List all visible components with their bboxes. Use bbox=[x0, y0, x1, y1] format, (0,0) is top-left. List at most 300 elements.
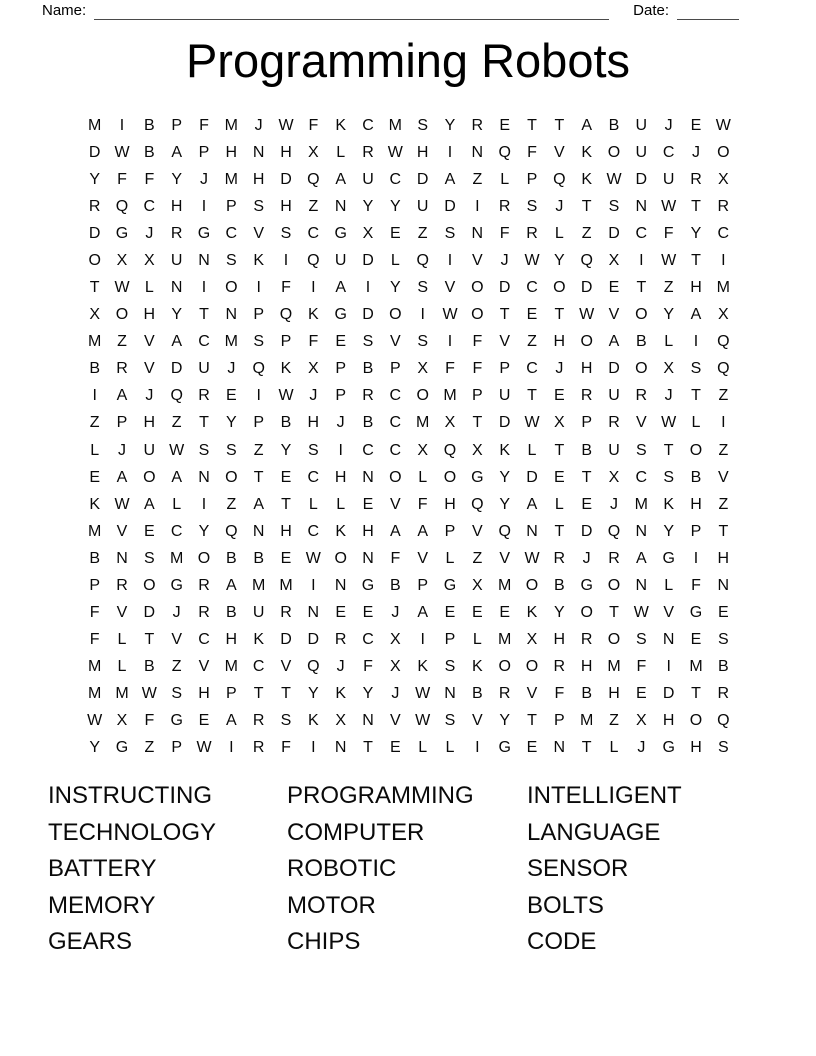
word-list-item: MOTOR bbox=[287, 891, 376, 919]
grid-letter: O bbox=[334, 549, 347, 567]
grid-letter: F bbox=[472, 333, 483, 351]
grid-letter: T bbox=[281, 495, 291, 513]
grid-letter: A bbox=[635, 549, 647, 567]
grid-letter: E bbox=[362, 604, 374, 622]
grid-letter: T bbox=[499, 306, 510, 324]
grid-letter: W bbox=[415, 685, 431, 703]
grid-letter: F bbox=[499, 224, 510, 242]
grid-letter: S bbox=[690, 360, 702, 378]
word-list-item: LANGUAGE bbox=[527, 818, 661, 846]
grid-letter: M bbox=[88, 685, 102, 703]
grid-letter: Q bbox=[717, 333, 730, 351]
grid-letter: Z bbox=[417, 224, 428, 242]
grid-letter: O bbox=[689, 712, 703, 730]
grid-letter: N bbox=[362, 468, 374, 486]
grid-letter: U bbox=[635, 116, 648, 134]
grid-letter: E bbox=[553, 468, 565, 486]
grid-letter: D bbox=[635, 170, 648, 188]
grid-letter: A bbox=[116, 387, 128, 405]
word-list-item: GEARS bbox=[48, 928, 133, 955]
grid-letter: N bbox=[717, 576, 730, 594]
grid-letter: U bbox=[416, 197, 429, 215]
grid-letter: C bbox=[252, 658, 265, 676]
grid-letter: X bbox=[335, 712, 346, 730]
grid-letter: E bbox=[499, 604, 510, 622]
grid-letter: F bbox=[308, 116, 319, 134]
grid-letter: K bbox=[335, 522, 346, 540]
grid-letter: M bbox=[252, 576, 266, 594]
grid-letter: O bbox=[389, 306, 402, 324]
grid-letter: A bbox=[417, 604, 428, 622]
grid-letter: T bbox=[527, 387, 537, 405]
grid-letter: Q bbox=[553, 170, 566, 188]
grid-letter: V bbox=[143, 360, 155, 378]
grid-letter: I bbox=[201, 197, 207, 215]
grid-letter: T bbox=[581, 468, 592, 486]
grid-letter: B bbox=[362, 360, 374, 378]
grid-letter: E bbox=[280, 549, 292, 567]
grid-letter: R bbox=[252, 739, 265, 757]
grid-letter: J bbox=[555, 360, 564, 378]
grid-letter: V bbox=[198, 658, 210, 676]
grid-letter: V bbox=[143, 333, 155, 351]
grid-letter: P bbox=[553, 712, 565, 730]
grid-letter: B bbox=[553, 576, 565, 594]
grid-letter: P bbox=[526, 170, 538, 188]
grid-letter: J bbox=[391, 604, 400, 622]
grid-letter: M bbox=[224, 116, 238, 134]
grid-letter: H bbox=[143, 306, 156, 324]
grid-letter: R bbox=[553, 549, 566, 567]
grid-letter: R bbox=[553, 658, 566, 676]
grid-letter: N bbox=[116, 549, 128, 567]
word-list-item: SENSOR bbox=[527, 855, 629, 882]
grid-letter: X bbox=[307, 143, 319, 161]
grid-letter: Y bbox=[499, 712, 510, 730]
grid-letter: M bbox=[88, 116, 102, 134]
name-label: Name: bbox=[42, 2, 87, 19]
grid-letter: U bbox=[662, 170, 675, 188]
grid-letter: A bbox=[253, 495, 264, 513]
grid-letter: P bbox=[335, 360, 346, 378]
grid-letter: Y bbox=[553, 604, 565, 622]
word-list-item: INSTRUCTING bbox=[48, 782, 212, 809]
grid-letter: X bbox=[362, 224, 374, 242]
grid-letter: E bbox=[526, 739, 538, 757]
grid-letter: I bbox=[311, 279, 316, 297]
grid-letter: J bbox=[391, 685, 400, 703]
grid-letter: I bbox=[475, 739, 480, 757]
grid-letter: L bbox=[664, 576, 674, 594]
grid-letter: M bbox=[634, 495, 648, 513]
grid-letter: B bbox=[362, 414, 374, 432]
grid-letter: L bbox=[554, 224, 564, 242]
grid-letter: L bbox=[117, 658, 127, 676]
grid-letter: C bbox=[225, 224, 238, 242]
grid-letter: Z bbox=[308, 197, 319, 215]
grid-letter: E bbox=[89, 468, 100, 486]
grid-letter: B bbox=[280, 414, 292, 432]
grid-letter: W bbox=[196, 739, 212, 757]
grid-letter: P bbox=[225, 197, 237, 215]
grid-letter: P bbox=[198, 143, 210, 161]
grid-letter: T bbox=[527, 116, 537, 134]
grid-letter: X bbox=[116, 251, 128, 269]
grid-letter: S bbox=[635, 441, 647, 459]
grid-letter: A bbox=[690, 306, 702, 324]
grid-letter: G bbox=[115, 739, 129, 757]
grid-letter: N bbox=[526, 522, 538, 540]
grid-letter: N bbox=[225, 306, 238, 324]
word-list-column bbox=[287, 778, 527, 961]
grid-letter: I bbox=[119, 116, 125, 134]
grid-letter: Z bbox=[527, 333, 537, 351]
grid-letter: S bbox=[444, 712, 456, 730]
grid-letter: K bbox=[307, 306, 319, 324]
grid-letter: F bbox=[554, 685, 565, 703]
grid-letter: O bbox=[225, 279, 238, 297]
grid-letter: H bbox=[690, 495, 702, 513]
grid-letter: I bbox=[201, 495, 207, 513]
grid-letter: C bbox=[526, 279, 538, 297]
grid-letter: J bbox=[336, 658, 345, 676]
grid-letter: Z bbox=[718, 441, 729, 459]
grid-letter: Q bbox=[307, 251, 320, 269]
grid-letter: F bbox=[363, 658, 373, 676]
grid-letter: O bbox=[389, 468, 402, 486]
grid-letter: Y bbox=[362, 197, 374, 215]
grid-letter: C bbox=[526, 360, 538, 378]
grid-letter: N bbox=[334, 197, 347, 215]
grid-letter: V bbox=[171, 631, 182, 649]
grid-letter: N bbox=[252, 522, 265, 540]
grid-letter: Y bbox=[444, 116, 456, 134]
grid-letter: J bbox=[227, 360, 236, 378]
grid-letter: C bbox=[717, 224, 730, 242]
grid-letter: H bbox=[143, 414, 156, 432]
grid-letter: Y bbox=[663, 306, 674, 324]
grid-letter: M bbox=[224, 170, 238, 188]
grid-letter: F bbox=[527, 143, 537, 161]
grid-letter: S bbox=[417, 116, 428, 134]
grid-letter: O bbox=[197, 549, 211, 567]
grid-letter: A bbox=[608, 333, 620, 351]
grid-letter: E bbox=[690, 116, 702, 134]
grid-letter: O bbox=[416, 387, 429, 405]
grid-letter: W bbox=[715, 116, 731, 134]
grid-letter: T bbox=[691, 685, 701, 703]
grid-letter: G bbox=[170, 712, 183, 730]
grid-letter: O bbox=[115, 306, 129, 324]
grid-letter: S bbox=[143, 549, 155, 567]
grid-letter: K bbox=[253, 251, 264, 269]
grid-letter: W bbox=[278, 387, 294, 405]
grid-letter: S bbox=[717, 739, 729, 757]
grid-letter: A bbox=[171, 143, 182, 161]
grid-letter: B bbox=[143, 116, 155, 134]
grid-letter: W bbox=[114, 143, 130, 161]
grid-letter: O bbox=[607, 576, 621, 594]
grid-letter: L bbox=[472, 631, 482, 649]
grid-letter: G bbox=[662, 549, 675, 567]
grid-letter: O bbox=[143, 576, 156, 594]
grid-letter: D bbox=[170, 360, 183, 378]
grid-letter: T bbox=[691, 251, 701, 269]
grid-letter: R bbox=[252, 712, 265, 730]
grid-letter: F bbox=[117, 170, 127, 188]
grid-letter: P bbox=[116, 414, 128, 432]
grid-letter: V bbox=[389, 333, 401, 351]
grid-letter: H bbox=[252, 170, 265, 188]
grid-letter: A bbox=[526, 495, 538, 513]
grid-letter: R bbox=[198, 576, 210, 594]
date-label: Date: bbox=[633, 2, 669, 19]
grid-letter: Q bbox=[580, 251, 593, 269]
grid-letter: E bbox=[335, 604, 346, 622]
grid-letter: G bbox=[361, 576, 375, 594]
grid-letter: Q bbox=[307, 170, 320, 188]
grid-letter: U bbox=[362, 170, 374, 188]
grid-letter: A bbox=[581, 116, 592, 134]
grid-letter: P bbox=[171, 739, 182, 757]
grid-letter: P bbox=[444, 631, 456, 649]
grid-letter: I bbox=[338, 441, 343, 459]
grid-letter: G bbox=[498, 739, 511, 757]
grid-letter: P bbox=[335, 387, 346, 405]
grid-letter: C bbox=[170, 522, 183, 540]
grid-letter: L bbox=[664, 333, 674, 351]
grid-letter: T bbox=[554, 306, 565, 324]
grid-letter: D bbox=[444, 197, 456, 215]
grid-letter: H bbox=[662, 712, 675, 730]
grid-letter: Y bbox=[280, 441, 292, 459]
grid-letter: F bbox=[691, 576, 701, 594]
grid-letter: P bbox=[253, 414, 264, 432]
grid-letter: N bbox=[471, 224, 484, 242]
grid-letter: A bbox=[389, 522, 401, 540]
grid-letter: H bbox=[307, 414, 320, 432]
grid-letter: A bbox=[444, 170, 456, 188]
grid-letter: D bbox=[307, 631, 320, 649]
grid-letter: O bbox=[443, 468, 457, 486]
grid-letter: G bbox=[115, 224, 129, 242]
grid-letter: Z bbox=[253, 441, 264, 459]
grid-letter: D bbox=[580, 279, 593, 297]
grid-letter: B bbox=[225, 604, 237, 622]
grid-letter: I bbox=[256, 279, 261, 297]
grid-letter: U bbox=[498, 387, 511, 405]
grid-letter: W bbox=[387, 143, 403, 161]
grid-letter: Q bbox=[471, 495, 484, 513]
grid-letter: X bbox=[553, 414, 565, 432]
grid-letter: R bbox=[580, 631, 593, 649]
grid-letter: X bbox=[417, 360, 428, 378]
word-list-item: COMPUTER bbox=[287, 818, 425, 846]
grid-letter: H bbox=[225, 631, 238, 649]
grid-letter: C bbox=[198, 333, 210, 351]
grid-letter: E bbox=[444, 604, 456, 622]
grid-letter: C bbox=[389, 414, 402, 432]
grid-letter: K bbox=[581, 170, 592, 188]
grid-letter: Q bbox=[225, 522, 238, 540]
grid-letter: Z bbox=[472, 170, 483, 188]
grid-letter: I bbox=[447, 333, 453, 351]
grid-letter: Y bbox=[389, 279, 401, 297]
grid-letter: L bbox=[117, 631, 127, 649]
grid-letter: T bbox=[691, 387, 701, 405]
grid-letter: C bbox=[389, 387, 402, 405]
grid-letter: R bbox=[362, 143, 374, 161]
grid-letter: W bbox=[661, 197, 677, 215]
grid-letter: L bbox=[500, 170, 510, 188]
grid-letter: L bbox=[90, 441, 100, 459]
grid-letter: P bbox=[280, 333, 292, 351]
grid-letter: S bbox=[526, 197, 538, 215]
grid-letter: X bbox=[143, 251, 155, 269]
grid-letter: B bbox=[717, 658, 729, 676]
grid-letter: E bbox=[335, 333, 346, 351]
grid-letter: R bbox=[635, 387, 648, 405]
grid-letter: Y bbox=[198, 522, 210, 540]
grid-letter: F bbox=[472, 360, 483, 378]
grid-letter: V bbox=[116, 604, 128, 622]
grid-letter: N bbox=[444, 685, 456, 703]
grid-letter: H bbox=[717, 549, 730, 567]
grid-letter: P bbox=[225, 685, 237, 703]
grid-letter: V bbox=[253, 224, 264, 242]
grid-letter: M bbox=[279, 576, 293, 594]
grid-letter: M bbox=[580, 712, 594, 730]
word-list-item: TECHNOLOGY bbox=[48, 818, 217, 846]
grid-letter: U bbox=[170, 251, 183, 269]
grid-letter: J bbox=[145, 224, 154, 242]
name-fill-line bbox=[94, 3, 609, 20]
grid-letter: A bbox=[116, 468, 128, 486]
grid-letter: T bbox=[253, 468, 264, 486]
grid-letter: D bbox=[88, 224, 101, 242]
grid-letter: G bbox=[662, 739, 675, 757]
grid-letter: R bbox=[116, 576, 128, 594]
grid-letter: T bbox=[144, 631, 155, 649]
grid-letter: G bbox=[334, 306, 347, 324]
grid-letter: O bbox=[635, 306, 648, 324]
grid-letter: S bbox=[717, 631, 729, 649]
grid-letter: F bbox=[144, 712, 155, 730]
grid-letter: G bbox=[170, 576, 183, 594]
grid-letter: P bbox=[417, 576, 428, 594]
grid-letter: I bbox=[693, 549, 699, 567]
grid-letter: H bbox=[416, 143, 429, 161]
grid-letter: E bbox=[690, 631, 702, 649]
grid-letter: G bbox=[197, 224, 211, 242]
grid-letter: L bbox=[418, 468, 428, 486]
grid-letter: K bbox=[335, 685, 346, 703]
grid-letter: F bbox=[89, 604, 100, 622]
grid-letter: J bbox=[664, 116, 673, 134]
grid-letter: W bbox=[661, 251, 677, 269]
grid-letter: Z bbox=[171, 658, 182, 676]
grid-letter: X bbox=[389, 658, 401, 676]
grid-letter: C bbox=[362, 441, 374, 459]
grid-letter: I bbox=[229, 739, 234, 757]
grid-letter: I bbox=[311, 576, 316, 594]
grid-letter: R bbox=[526, 224, 538, 242]
grid-letter: F bbox=[281, 279, 291, 297]
grid-letter: H bbox=[444, 495, 456, 513]
grid-letter: S bbox=[663, 468, 674, 486]
word-list-item: ROBOTIC bbox=[287, 855, 397, 882]
grid-letter: A bbox=[171, 333, 182, 351]
grid-letter: B bbox=[608, 116, 620, 134]
grid-letter: Q bbox=[252, 360, 265, 378]
grid-letter: L bbox=[172, 495, 182, 513]
grid-letter: E bbox=[143, 522, 155, 540]
grid-letter: A bbox=[335, 170, 346, 188]
grid-letter: J bbox=[500, 251, 509, 269]
grid-letter: K bbox=[581, 143, 592, 161]
grid-letter: V bbox=[116, 522, 128, 540]
grid-letter: F bbox=[281, 739, 291, 757]
grid-letter: J bbox=[637, 739, 646, 757]
grid-letter: U bbox=[198, 360, 210, 378]
grid-letter: T bbox=[691, 197, 701, 215]
puzzle-title: Programming Robots bbox=[185, 34, 631, 87]
grid-letter: U bbox=[334, 251, 347, 269]
grid-letter: X bbox=[717, 170, 729, 188]
grid-letter: T bbox=[554, 116, 565, 134]
grid-letter: P bbox=[471, 387, 483, 405]
grid-letter: E bbox=[471, 604, 483, 622]
grid-letter: E bbox=[553, 387, 565, 405]
grid-letter: I bbox=[311, 739, 316, 757]
grid-letter: M bbox=[607, 658, 621, 676]
grid-letter: D bbox=[280, 631, 292, 649]
grid-letter: N bbox=[362, 549, 374, 567]
grid-letter: V bbox=[553, 143, 565, 161]
grid-letter: Y bbox=[663, 522, 674, 540]
grid-letter: D bbox=[416, 170, 429, 188]
grid-letter: L bbox=[336, 143, 346, 161]
grid-letter: N bbox=[471, 143, 484, 161]
grid-letter: Y bbox=[499, 495, 510, 513]
grid-letter: T bbox=[718, 522, 729, 540]
grid-letter: S bbox=[307, 441, 319, 459]
grid-letter: O bbox=[553, 279, 566, 297]
grid-letter: N bbox=[635, 576, 648, 594]
grid-letter: X bbox=[444, 414, 456, 432]
grid-letter: V bbox=[526, 685, 538, 703]
grid-letter: M bbox=[388, 116, 402, 134]
grid-letter: J bbox=[199, 170, 208, 188]
grid-letter: P bbox=[499, 360, 510, 378]
grid-letter: O bbox=[689, 441, 703, 459]
grid-letter: X bbox=[526, 631, 538, 649]
grid-letter: M bbox=[170, 549, 184, 567]
grid-letter: Z bbox=[89, 414, 100, 432]
grid-letter: C bbox=[389, 170, 402, 188]
grid-letter: X bbox=[417, 441, 428, 459]
grid-letter: W bbox=[579, 306, 595, 324]
grid-letter: R bbox=[580, 387, 593, 405]
grid-letter: R bbox=[334, 631, 347, 649]
grid-letter: S bbox=[635, 631, 647, 649]
grid-letter: E bbox=[526, 306, 538, 324]
grid-letter: R bbox=[690, 170, 702, 188]
grid-letter: U bbox=[252, 604, 265, 622]
grid-letter: F bbox=[199, 116, 209, 134]
grid-letter: W bbox=[278, 116, 294, 134]
grid-letter: O bbox=[471, 279, 484, 297]
